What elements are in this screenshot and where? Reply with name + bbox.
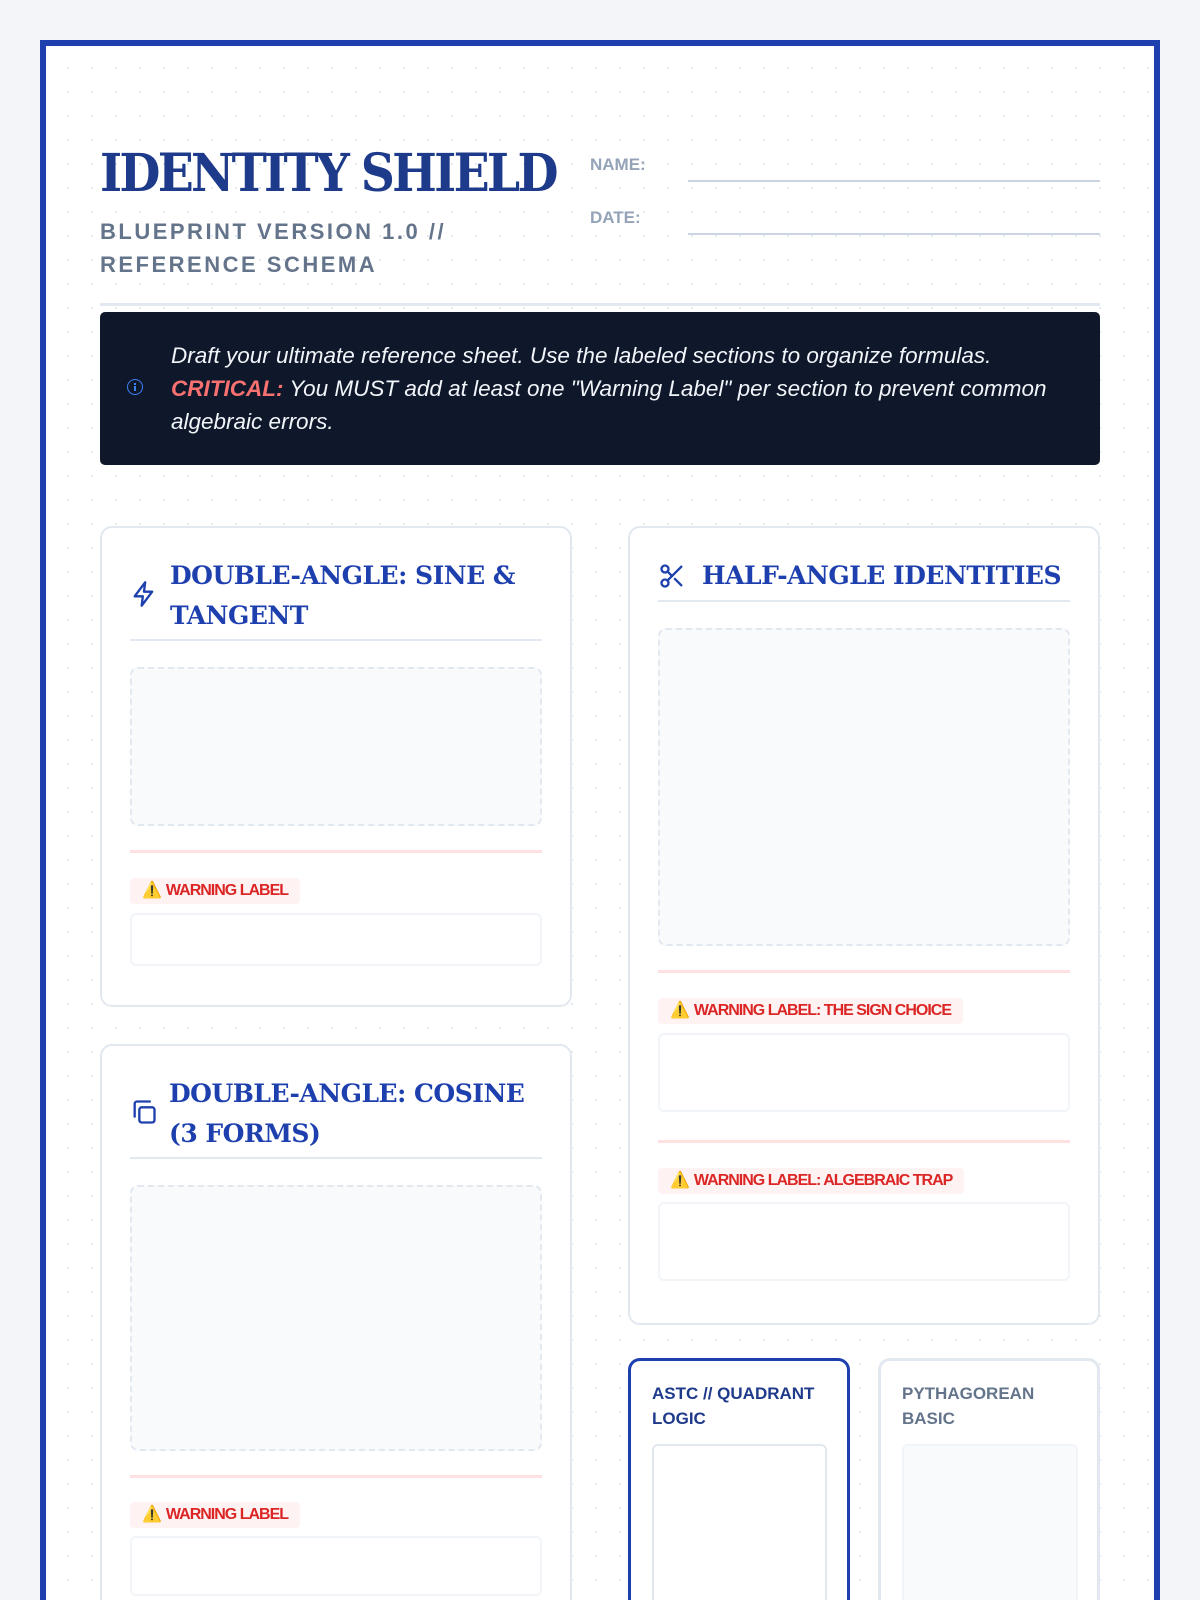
instruction-requirement: You MUST add at least one "Warning Label" per section to prevent common algebraic errors. (171, 376, 1047, 434)
info-icon (127, 379, 143, 395)
warning-icon: ⚠️ (670, 1172, 690, 1189)
warning-divider (658, 970, 1070, 973)
pythagorean-area[interactable] (902, 1444, 1078, 1600)
warning-icon: ⚠️ (670, 1002, 690, 1019)
quadrant-area[interactable] (652, 1444, 827, 1600)
warning-divider (130, 850, 542, 853)
warning-badge-algebraic-trap (658, 1168, 964, 1194)
formula-area[interactable] (130, 1185, 542, 1451)
instruction-intro: Draft your ultimate reference sheet. Use the labeled sections to organize formulas. (171, 343, 992, 368)
section-title: HALF-ANGLE IDENTITIES (702, 561, 1062, 590)
warning-label: WARNING LABEL: THE SIGN CHOICE (693, 1002, 952, 1019)
warning-icon: ⚠️ (142, 1506, 162, 1523)
section-pythagorean (878, 1358, 1100, 1600)
warning-label: WARNING LABEL (165, 882, 289, 899)
section-astc (628, 1358, 850, 1600)
sheet-header (100, 106, 1100, 306)
copy-icon (130, 1098, 158, 1126)
warning-input-sign-choice[interactable] (658, 1033, 1070, 1112)
formula-area[interactable] (130, 667, 542, 826)
section-title: DOUBLE-ANGLE: SINE & TANGENT (170, 561, 515, 630)
warning-divider (130, 1475, 542, 1478)
critical-label: CRITICAL: (171, 376, 284, 401)
section-double-angle-sine (100, 526, 572, 1007)
warning-badge-sign-choice (658, 998, 963, 1024)
warning-label: WARNING LABEL (165, 1506, 289, 1523)
warning-badge (130, 1502, 300, 1528)
warning-label: WARNING LABEL: ALGEBRAIC TRAP (693, 1172, 953, 1189)
date-label: DATE: (590, 208, 641, 227)
reference-sheet (40, 40, 1160, 1600)
page-title: IDENTITY SHIELD (100, 143, 556, 204)
section-title: DOUBLE-ANGLE: COSINE (3 FORMS) (169, 1079, 525, 1148)
warning-input[interactable] (130, 1536, 542, 1596)
section-double-angle-cosine (100, 1044, 572, 1600)
instruction-banner (100, 312, 1100, 465)
title-divider (130, 639, 542, 641)
warning-divider (658, 1140, 1070, 1143)
warning-icon: ⚠️ (142, 882, 162, 899)
section-title: ASTC // QUADRANT LOGIC (652, 1384, 815, 1428)
instruction-text (171, 339, 1071, 438)
warning-badge (130, 878, 300, 904)
page-subtitle: BLUEPRINT VERSION 1.0 // REFERENCE SCHEMA (100, 219, 447, 277)
name-label: NAME: (590, 155, 646, 174)
warning-input[interactable] (130, 913, 542, 966)
scissors-icon (658, 562, 686, 590)
title-divider (130, 1157, 542, 1159)
name-field[interactable] (688, 162, 1100, 182)
section-title: PYTHAGOREAN BASIC (902, 1384, 1035, 1428)
section-half-angle (628, 526, 1100, 1325)
warning-input-algebraic-trap[interactable] (658, 1202, 1070, 1281)
date-field[interactable] (688, 215, 1100, 235)
lightning-icon (130, 580, 158, 608)
formula-area[interactable] (658, 628, 1070, 946)
title-divider (658, 600, 1070, 602)
